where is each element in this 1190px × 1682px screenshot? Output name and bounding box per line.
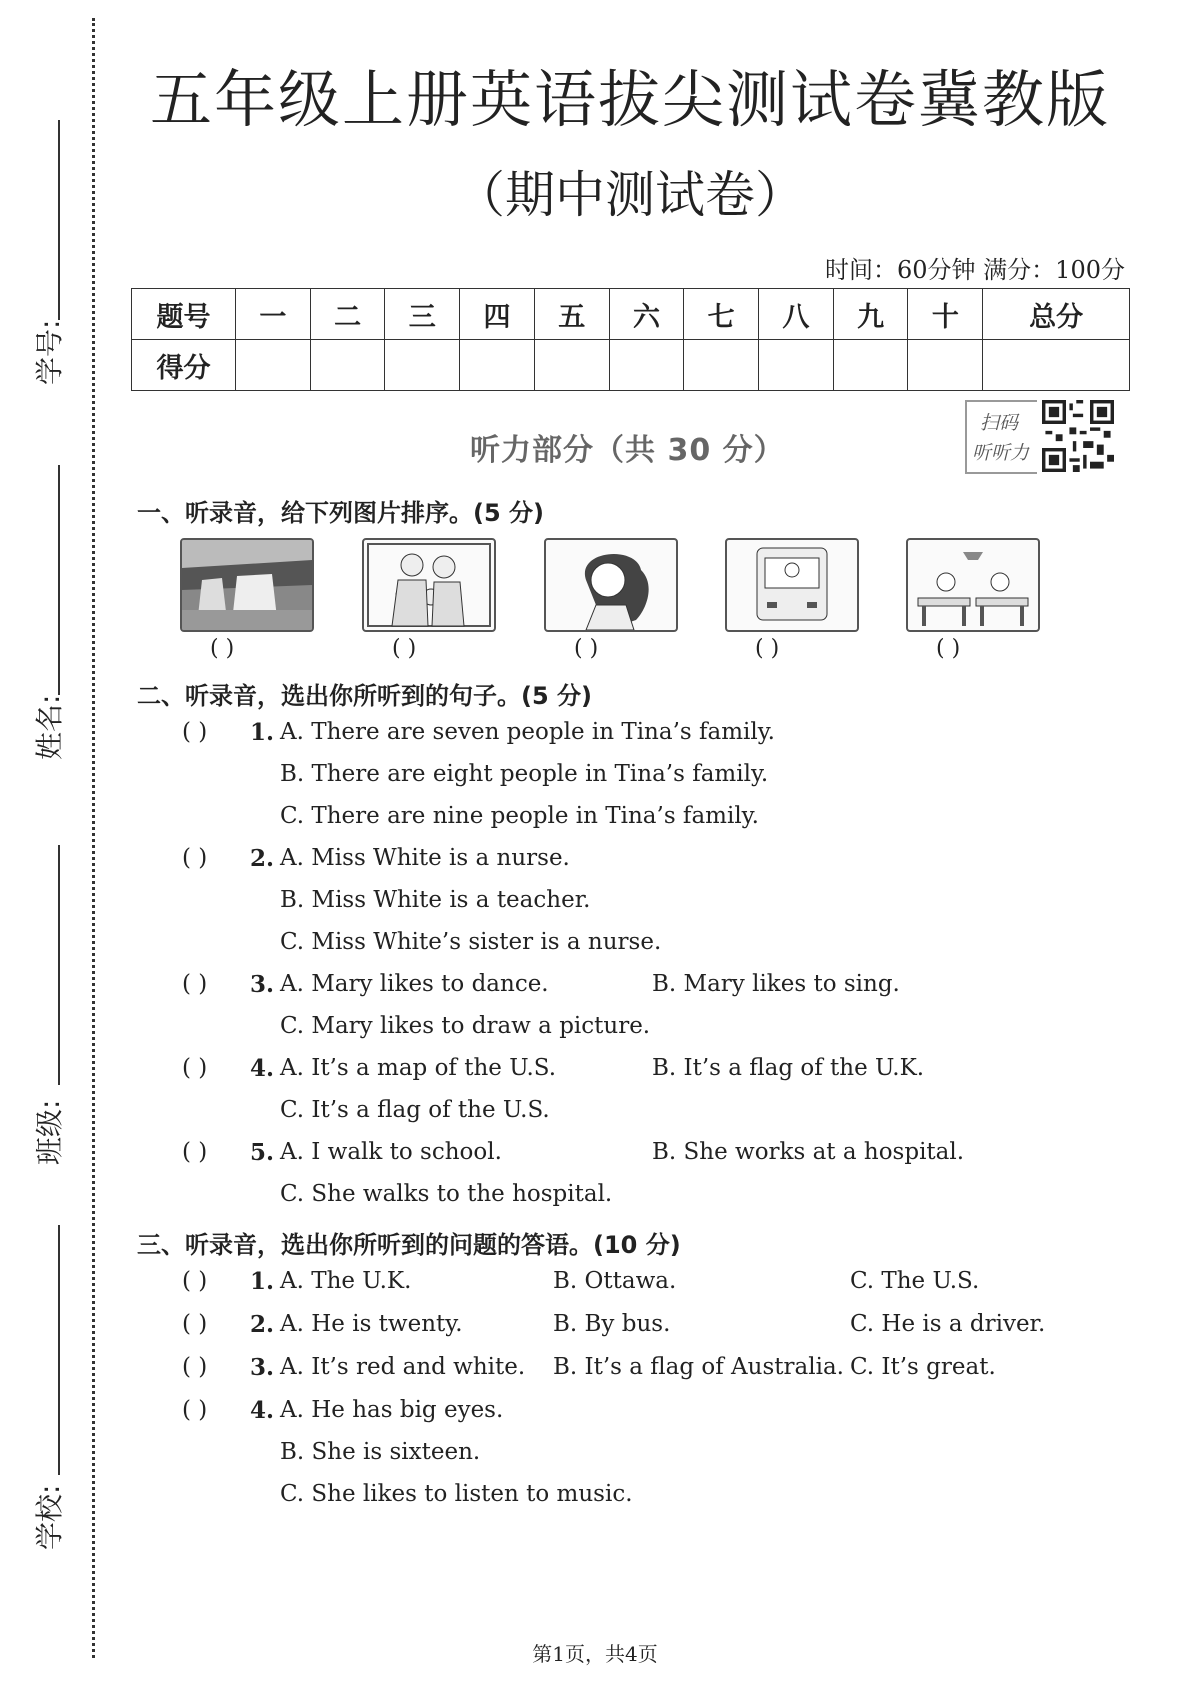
question-number: 3. [250, 1354, 275, 1381]
section1-title: 一、听录音，给下列图片排序。(5 分) [137, 499, 544, 527]
option-a: A. Miss White is a nurse. [280, 845, 570, 871]
question-number: 3. [250, 971, 275, 998]
qr-code-icon[interactable] [1042, 400, 1114, 472]
option-c: C. The U.S. [850, 1268, 980, 1294]
answer-blank[interactable]: ( ) [182, 1397, 208, 1423]
score-header-cell: 一 [236, 289, 311, 340]
question-number: 2. [250, 1311, 275, 1338]
score-table [131, 288, 1130, 391]
option-a: A. Mary likes to dance. [280, 971, 549, 997]
option-c: C. She walks to the hospital. [280, 1181, 613, 1207]
page-subtitle: （期中测试卷） [455, 166, 805, 224]
answer-blank[interactable]: ( ) [182, 719, 208, 745]
qr-label-line-2: 听听力 [972, 442, 1030, 464]
score-header-cell: 十 [908, 289, 983, 340]
score-row-label: 得分 [132, 340, 236, 391]
picture-answer-blank[interactable]: ( ) [936, 636, 961, 661]
score-header-cell: 题号 [132, 289, 236, 340]
score-cell[interactable] [534, 340, 609, 391]
girl-picture [544, 538, 678, 632]
option-c: C. It’s a flag of the U.S. [280, 1097, 550, 1123]
answer-blank[interactable]: ( ) [182, 971, 208, 997]
student-id-line[interactable] [58, 120, 60, 320]
score-cell[interactable] [385, 340, 460, 391]
score-header-cell: 二 [310, 289, 385, 340]
question-number: 4. [250, 1055, 275, 1082]
score-cell[interactable] [908, 340, 983, 391]
option-a: A. There are seven people in Tina’s family. [280, 719, 775, 745]
picture-answer-blank[interactable]: ( ) [210, 636, 235, 661]
option-b: B. She is sixteen. [280, 1439, 481, 1465]
answer-blank[interactable]: ( ) [182, 1055, 208, 1081]
girl-icon [546, 540, 676, 630]
option-b: B. It’s a flag of the U.K. [652, 1055, 925, 1081]
option-b: B. Mary likes to sing. [652, 971, 900, 997]
question-number: 4. [250, 1397, 275, 1424]
option-c: C. He is a driver. [850, 1311, 1046, 1337]
option-b: B. It’s a flag of Australia. [553, 1354, 844, 1380]
score-header-cell: 九 [833, 289, 908, 340]
score-table-score-row [132, 340, 1130, 391]
answer-blank[interactable]: ( ) [182, 1354, 208, 1380]
school-label: 学校: [33, 1484, 66, 1550]
option-c: C. Miss White’s sister is a nurse. [280, 929, 662, 955]
answer-blank[interactable]: ( ) [182, 1268, 208, 1294]
score-cell[interactable] [460, 340, 535, 391]
option-a: A. He has big eyes. [280, 1397, 504, 1423]
score-header-cell: 总分 [983, 289, 1130, 340]
option-a: A. It’s red and white. [280, 1354, 526, 1380]
qr-label-line-1: 扫码 [980, 412, 1019, 434]
page-title: 五年级上册英语拔尖测试卷冀教版 [149, 63, 1110, 136]
section2-title: 二、听录音，选出你所听到的句子。(5 分) [137, 682, 592, 710]
option-c: C. Mary likes to draw a picture. [280, 1013, 651, 1039]
answer-blank[interactable]: ( ) [182, 1311, 208, 1337]
question-number: 2. [250, 845, 275, 872]
class-line[interactable] [58, 845, 60, 1085]
score-cell[interactable] [609, 340, 684, 391]
qr-label [972, 408, 1029, 468]
score-cell[interactable] [310, 340, 385, 391]
score-header-cell: 四 [460, 289, 535, 340]
score-cell[interactable] [983, 340, 1130, 391]
question-number: 1. [250, 719, 275, 746]
option-b: B. Miss White is a teacher. [280, 887, 591, 913]
name-label: 姓名: [33, 694, 66, 760]
score-header-cell: 七 [684, 289, 759, 340]
option-a: A. The U.K. [280, 1268, 412, 1294]
option-b: B. Ottawa. [553, 1268, 677, 1294]
score-header-cell: 六 [609, 289, 684, 340]
section3-title: 三、听录音，选出你所听到的问题的答语。(10 分) [137, 1231, 681, 1259]
waterfall-picture [180, 538, 314, 632]
option-b: B. There are eight people in Tina’s family. [280, 761, 769, 787]
score-header-cell: 五 [534, 289, 609, 340]
class-label: 班级: [33, 1099, 66, 1165]
classroom-icon [908, 540, 1038, 630]
listening-heading: 听力部分（共 30 分） [470, 433, 785, 468]
score-header-cell: 八 [759, 289, 834, 340]
bus-driver-picture [725, 538, 859, 632]
score-cell[interactable] [684, 340, 759, 391]
name-line[interactable] [58, 465, 60, 695]
family-icon [364, 540, 494, 630]
time-info: 时间：60分钟 满分：100分 [825, 256, 1125, 284]
option-c: C. It’s great. [850, 1354, 996, 1380]
answer-blank[interactable]: ( ) [182, 845, 208, 871]
family-picture [362, 538, 496, 632]
score-cell[interactable] [236, 340, 311, 391]
option-a: A. It’s a map of the U.S. [280, 1055, 557, 1081]
option-a: A. He is twenty. [280, 1311, 463, 1337]
bus-icon [727, 540, 857, 630]
binding-sidebar [0, 0, 100, 1682]
classroom-picture [906, 538, 1040, 632]
question-number: 5. [250, 1139, 275, 1166]
answer-blank[interactable]: ( ) [182, 1139, 208, 1165]
question-number: 1. [250, 1268, 275, 1295]
score-header-cell: 三 [385, 289, 460, 340]
waterfall-icon [182, 540, 312, 630]
score-table-header-row [132, 289, 1130, 340]
school-line[interactable] [58, 1225, 60, 1475]
score-cell[interactable] [759, 340, 834, 391]
option-b: B. By bus. [553, 1311, 671, 1337]
option-c: C. There are nine people in Tina’s family. [280, 803, 759, 829]
option-b: B. She works at a hospital. [652, 1139, 965, 1165]
option-a: A. I walk to school. [280, 1139, 502, 1165]
student-id-label: 学号: [33, 319, 66, 385]
picture-answer-blank[interactable]: ( ) [392, 636, 417, 661]
picture-answer-blank[interactable]: ( ) [574, 636, 599, 661]
option-c: C. She likes to listen to music. [280, 1481, 633, 1507]
cut-line [92, 18, 95, 1658]
score-cell[interactable] [833, 340, 908, 391]
page-number: 第1页，共4页 [532, 1642, 658, 1666]
picture-answer-blank[interactable]: ( ) [755, 636, 780, 661]
